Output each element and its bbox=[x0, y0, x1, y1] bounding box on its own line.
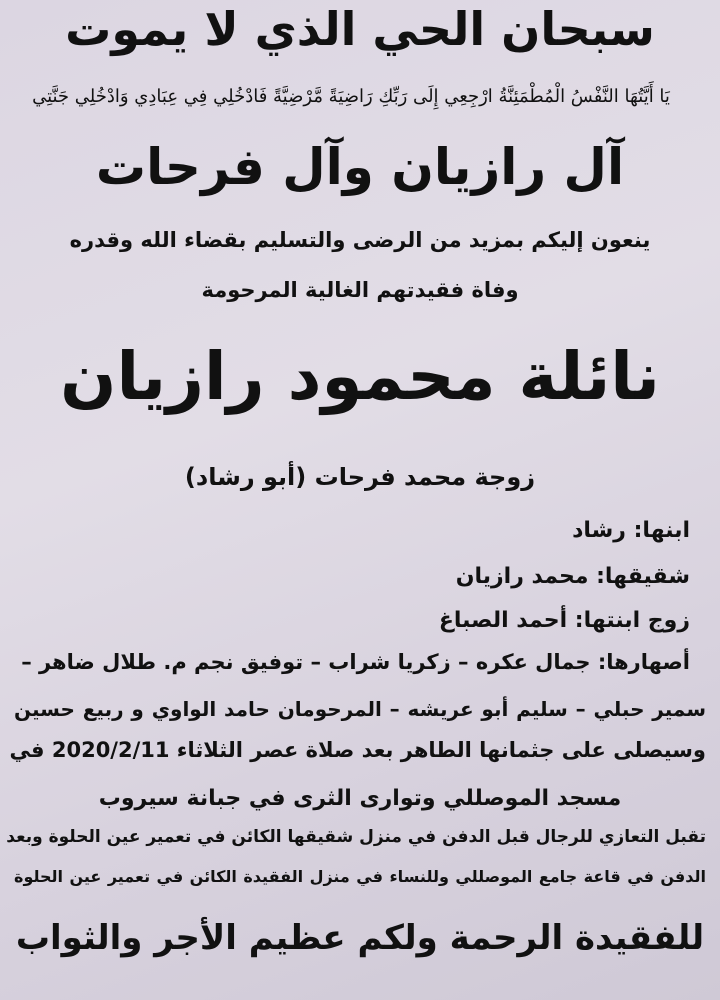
prayer-line: وسيصلى على جثمانها الطاهر بعد صلاة عصر الثلاثاء 2020/2/11 في bbox=[9, 738, 706, 762]
families-title: آل رازيان وآل فرحات bbox=[95, 138, 625, 196]
brother-line: شقيقها: محمد رازيان bbox=[455, 564, 690, 589]
son-in-law-line: زوج ابنتها: أحمد الصباغ bbox=[438, 608, 690, 633]
in-laws-line-2: سمير حبلي – سليم أبو عريشه – المرحومان حامد الواوي و ربيع حسين bbox=[14, 697, 706, 721]
quran-verse: يَا أَيَّتُهَا النَّفْسُ الْمُطْمَئِنَّةُ ارْجِعِي إِلَى رَبِّكِ رَاضِيَةً مَّرْضِيَّةً فَادْخُلِي فِي عِبَادِي وَادْخُلِي جَنَّتِي bbox=[32, 86, 670, 107]
announcement-line-2: وفاة فقيدتهم الغالية المرحومة bbox=[201, 278, 519, 302]
son-line: ابنها: رشاد bbox=[572, 518, 690, 543]
announcement-line-1: ينعون إليكم بمزيد من الرضى والتسليم بقضاء الله وقدره bbox=[69, 228, 651, 252]
in-laws-line-1: أصهارها: جمال عكره – زكريا شراب – توفيق نجم م. طلال ضاهر – bbox=[21, 650, 690, 674]
burial-line: مسجد الموصللي وتوارى الثرى في جبانة سيروب bbox=[98, 786, 622, 811]
header-title: سبحان الحي الذي لا يموت bbox=[65, 2, 655, 56]
deceased-name: نائلة محمود رازيان bbox=[60, 338, 660, 415]
condolences-line-2: الدفن في قاعة جامع الموصللي وللنساء في منزل الفقيدة الكائن في تعمير عين الحلوة bbox=[14, 867, 706, 886]
condolences-line-1: تقبل التعازي للرجال قبل الدفن في منزل شقيقها الكائن في تعمير عين الحلوة وبعد bbox=[6, 827, 706, 847]
closing-line: للفقيدة الرحمة ولكم عظيم الأجر والثواب bbox=[15, 918, 705, 958]
wife-of-line: زوجة محمد فرحات (أبو رشاد) bbox=[184, 463, 536, 491]
